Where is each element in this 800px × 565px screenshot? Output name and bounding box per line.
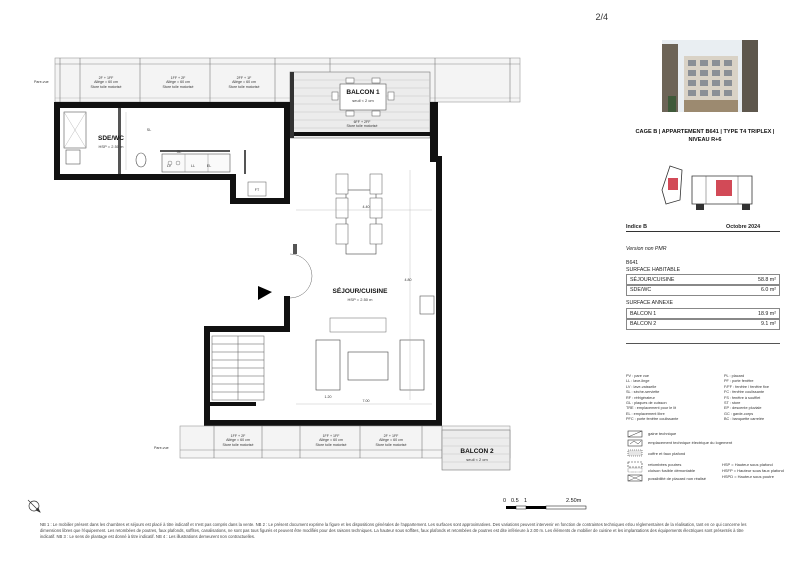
window-bottom-2: 1FF + 1FF Allège = 60 cm Store toile motorisé	[315, 434, 347, 447]
sl-label: SL	[146, 128, 152, 132]
coffee-table	[348, 352, 388, 380]
lv-label: LV	[166, 164, 172, 168]
symbol-etel: emplacement technique électrique du logement	[648, 440, 733, 445]
scale-tick-1: 1	[524, 498, 528, 504]
symbol-cloison: cloison fusible démontable	[648, 468, 696, 473]
page-number: 2/4	[595, 12, 608, 22]
gl-label: GL	[176, 150, 182, 154]
balcon-1-label: BALCON 1	[346, 89, 380, 96]
habitable-table	[626, 275, 780, 296]
washbasin	[66, 150, 80, 164]
cage-title: CAGE B | APPARTEMENT B641 | TYPE T4 TRIPLEX | NIVEAU R+6	[635, 129, 775, 143]
armchair-right	[400, 340, 424, 390]
table-row: SÉJOUR/CUISINE 58.8 m²	[626, 274, 780, 285]
window-top-2: 1FF + 2F Allège = 60 cm Store toile motorisé	[162, 76, 194, 89]
surface-annexe-title: SURFACE ANNEXE	[626, 300, 673, 306]
window-top-1: 2F + 1FF Allège = 60 cm Store toile motorisé	[90, 76, 122, 89]
scale-tick-0: 0	[503, 498, 507, 504]
window-bottom-1: 1FF + 2F Allège = 60 cm Store toile motorisé	[222, 434, 254, 447]
balcon-1-sub: seuil < 2 cm	[352, 98, 374, 103]
lot-number: B641	[626, 260, 639, 266]
sde-sub: HSP = 2.50 m	[98, 144, 124, 149]
dim-bottom: 7.00	[362, 399, 370, 403]
date: Octobre 2024	[726, 224, 761, 230]
wc	[136, 153, 146, 167]
armchair-left	[316, 340, 340, 390]
sejour-sub: HSP = 2.50 m	[347, 297, 373, 302]
balcon-2-sub: seuil < 2 cm	[466, 457, 488, 462]
table-row: BALCON 1 18.9 m²	[626, 308, 780, 319]
window-top-3: 2FF + 1F Allège = 60 cm Store toile motorisé	[228, 76, 260, 89]
symbol-coffre: coffre et faux plafond	[648, 451, 686, 456]
surface-habitable-title: SURFACE HABITABLE	[626, 267, 681, 273]
scale-end: 2.50m	[566, 498, 582, 504]
indice: Indice B	[626, 224, 647, 230]
table-row: BALCON 2 9.1 m²	[626, 319, 780, 330]
dim-width: 4.40	[362, 205, 370, 209]
symbol-gaine: gaine technique	[648, 431, 677, 436]
hsfp-note: HSFP = Hauteur sous faux plafond	[722, 468, 784, 473]
key-plan	[656, 160, 756, 218]
hsp-note: HSP = Hauteur sous plafond	[722, 462, 773, 467]
version: Version non PMR	[626, 246, 667, 252]
scale-bar	[506, 506, 586, 509]
entrance-arrow	[258, 286, 272, 300]
tv-unit	[330, 318, 386, 332]
sejour-label: SÉJOUR/CUISINE	[332, 288, 388, 295]
annexe-table	[626, 309, 780, 330]
table-row: SDE/WC 6.0 m²	[626, 285, 780, 296]
pare-vue-label-top: Pare-vue	[34, 80, 49, 84]
compass-icon	[28, 500, 40, 512]
window-balcon-1: 6FF + 2FF Store toile motorisé	[346, 120, 378, 129]
ft-label: FT	[254, 188, 260, 192]
balcony-table	[340, 84, 386, 110]
sde-label: SDE/WC	[98, 135, 124, 142]
staircase	[212, 336, 264, 400]
symbol-placard: possibilité de placard non réalisé	[648, 476, 707, 481]
el-label: EL	[206, 164, 212, 168]
ll-label: LL	[191, 164, 195, 168]
dim-depth: 4.80	[404, 278, 412, 282]
footnote: NB 1 : Le mobilier présent dans les chambres et séjours est placé à titre indicatif et n'est pas compris dans la vente. NB 2 : Le présent document exprime la figure et les dispositions générales de l'appartement. Les surfaces sont approximatives. Des variations peuvent intervenir en fonction de contraintes techniques et/ou réglementaires de la réalisation, tant en ce qui concerne les dimensions libres que l'équipement. Les retombées de poutres, faux plafonds, soffites, canalisations, ne sont pas tous figurés et peuvent être modifiés pour des raisons techniques. La hauteur sous soffites, faux plafonds et retombées de poutres est dite inférieure à 2.00 m. Les éléments de mobilier de cuisine et les implantations des équipements électriques sont présentés à titre indicatif. NB 3 : Le sens de plantage est donné à titre indicatif. NB 4 : Les illustrations demeurent non contractuelles.	[40, 522, 747, 540]
symbol-poutres: retombées poutres	[648, 462, 682, 467]
symbol-swatches	[626, 430, 646, 484]
pare-vue-label-bottom: Pare-vue	[154, 446, 169, 450]
window-bottom-3: 2F + 1FF Allège = 60 cm Store toile motorisé	[375, 434, 407, 447]
building-photo	[662, 40, 758, 112]
dim-small: 1.20	[324, 395, 332, 399]
scale-tick-05: 0.5	[511, 498, 519, 504]
hspd-note: HSPD = Hauteur sous poutre	[722, 474, 774, 479]
balcon-2-label: BALCON 2	[460, 448, 494, 455]
